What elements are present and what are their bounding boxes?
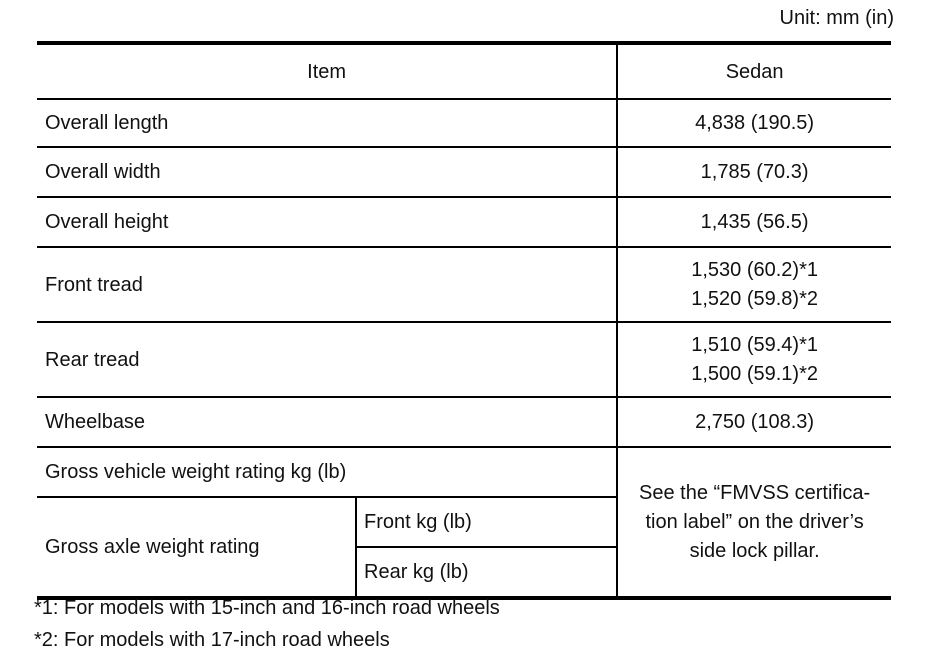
- header-sedan: Sedan: [617, 43, 891, 99]
- table-row: [37, 247, 891, 322]
- unit-label: Unit: mm (in): [779, 7, 894, 29]
- row-value: [617, 322, 891, 397]
- row-item-label: Overall width: [37, 147, 617, 197]
- table-row: [37, 447, 891, 497]
- value-line: 1,500 (59.1)*2: [691, 362, 818, 385]
- gvwr-label: Gross vehicle weight rating kg (lb): [37, 447, 617, 497]
- footnote-2: *2: For models with 17-inch road wheels: [34, 629, 390, 651]
- table-row: [37, 397, 891, 447]
- row-item-label: Overall height: [37, 197, 617, 247]
- header-item: Item: [37, 43, 617, 99]
- row-value: 2,750 (108.3): [617, 397, 891, 447]
- rear-axle-label: Rear kg (lb): [356, 547, 617, 598]
- value-line: 1,520 (59.8)*2: [691, 287, 818, 310]
- row-value: 1,785 (70.3): [617, 147, 891, 197]
- table-row: [37, 99, 891, 147]
- note-line: See the “FMVSS certifica-: [639, 481, 871, 504]
- row-value: [617, 247, 891, 322]
- row-item-label: Front tread: [37, 247, 617, 322]
- dimensions-table: [37, 41, 891, 600]
- row-value: 4,838 (190.5): [617, 99, 891, 147]
- certification-note: [617, 447, 891, 598]
- footnote-1: *1: For models with 15-inch and 16-inch road wheels: [34, 597, 500, 619]
- row-item-label: Overall length: [37, 99, 617, 147]
- table-row: [37, 322, 891, 397]
- row-item-label: Rear tread: [37, 322, 617, 397]
- note-line: side lock pillar.: [689, 539, 820, 562]
- table-row: [37, 197, 891, 247]
- row-item-label: Wheelbase: [37, 397, 617, 447]
- note-line: tion label” on the driver’s: [645, 510, 864, 533]
- table-header-row: [37, 43, 891, 99]
- value-line: 1,530 (60.2)*1: [691, 258, 818, 281]
- gawr-label: Gross axle weight rating: [37, 497, 356, 598]
- row-value: 1,435 (56.5): [617, 197, 891, 247]
- table-row: [37, 147, 891, 197]
- value-line: 1,510 (59.4)*1: [691, 333, 818, 356]
- front-axle-label: Front kg (lb): [356, 497, 617, 547]
